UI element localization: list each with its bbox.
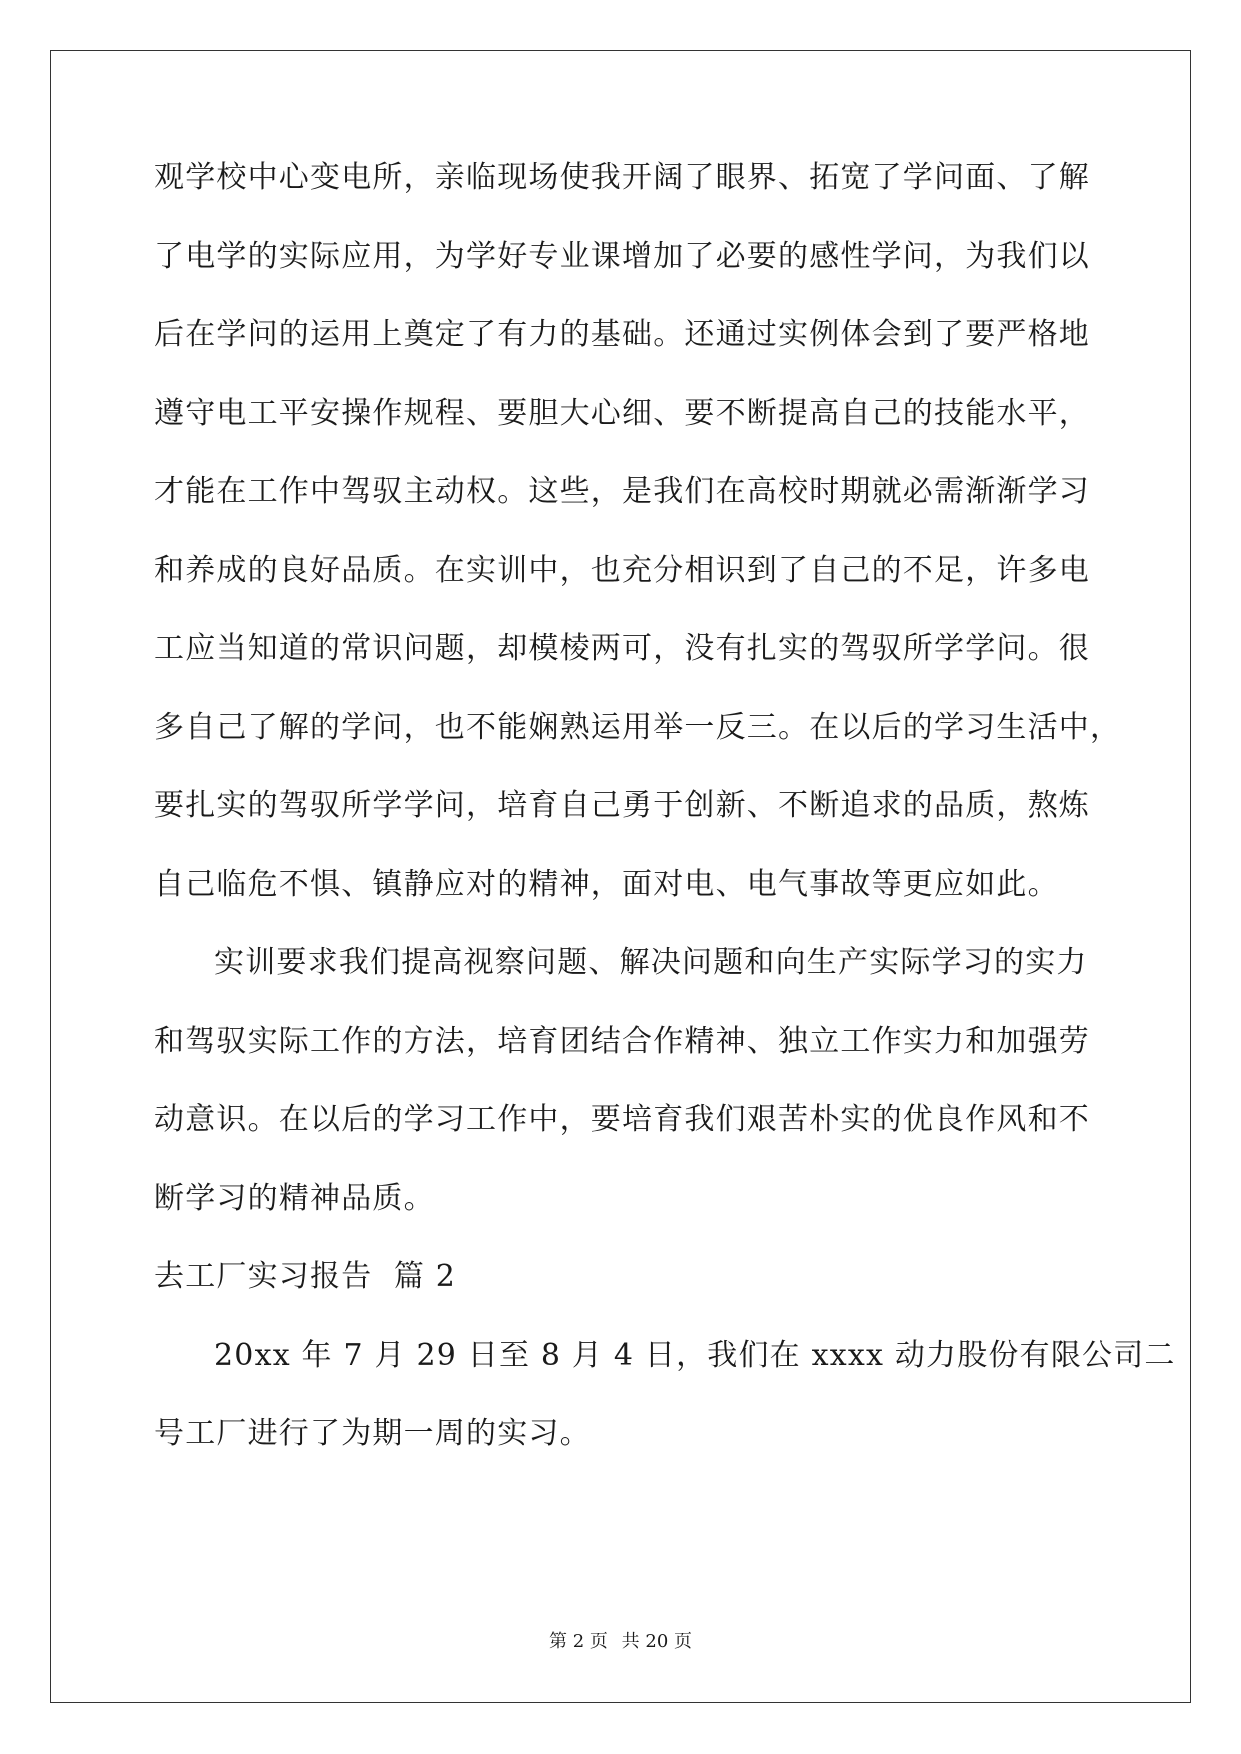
paragraph-1-line-3: 后在学问的运用上奠定了有力的基础。还通过实例体会到了要严格地 bbox=[154, 317, 1090, 352]
section-heading: 去工厂实习报告 篇 2 bbox=[154, 1259, 457, 1294]
paragraph-2-line-3: 动意识。在以后的学习工作中，要培育我们艰苦朴实的优良作风和不 bbox=[154, 1102, 1090, 1137]
paragraph-1-line-1: 观学校中心变电所，亲临现场使我开阔了眼界、拓宽了学问面、了解 bbox=[154, 160, 1090, 195]
paragraph-1-line-2: 了电学的实际应用，为学好专业课增加了必要的感性学问，为我们以 bbox=[154, 238, 1090, 274]
paragraph-1-line-6: 和养成的良好品质。在实训中，也充分相识到了自己的不足，许多电 bbox=[154, 552, 1090, 588]
page-number: 第 2 页 bbox=[549, 1631, 608, 1652]
page-total: 共 20 页 bbox=[621, 1631, 692, 1652]
paragraph-2-line-1: 实训要求我们提高视察问题、解决问题和向生产实际学习的实力 bbox=[214, 945, 1088, 980]
paragraph-1-line-10: 自己临危不惧、镇静应对的精神，面对电、电气事故等更应如此。 bbox=[154, 866, 1059, 902]
paragraph-1-line-8: 多自己了解的学问，也不能娴熟运用举一反三。在以后的学习生活中， bbox=[154, 709, 1122, 745]
paragraph-3-line-2: 号工厂进行了为期一周的实习。 bbox=[154, 1416, 591, 1451]
document-body bbox=[154, 160, 1176, 1498]
paragraph-1-line-4: 遵守电工平安操作规程、要胆大心细、要不断提高自己的技能水平， bbox=[154, 395, 1090, 431]
paragraph-1-line-9: 要扎实的驾驭所学学问，培育自己勇于创新、不断追求的品质，熬炼 bbox=[154, 788, 1090, 823]
page-footer bbox=[0, 1627, 1241, 1653]
paragraph-2-line-2: 和驾驭实际工作的方法，培育团结合作精神、独立工作实力和加强劳 bbox=[154, 1023, 1090, 1059]
paragraph-3-line-1: 20xx 年 7 月 29 日至 8 月 4 日，我们在 xxxx 动力股份有限公司二 bbox=[214, 1337, 1176, 1373]
paragraph-1-line-7: 工应当知道的常识问题，却模棱两可，没有扎实的驾驭所学学问。很 bbox=[154, 631, 1090, 666]
paragraph-1-line-5: 才能在工作中驾驭主动权。这些，是我们在高校时期就必需渐渐学习 bbox=[154, 474, 1090, 509]
paragraph-2-line-4: 断学习的精神品质。 bbox=[154, 1180, 435, 1216]
